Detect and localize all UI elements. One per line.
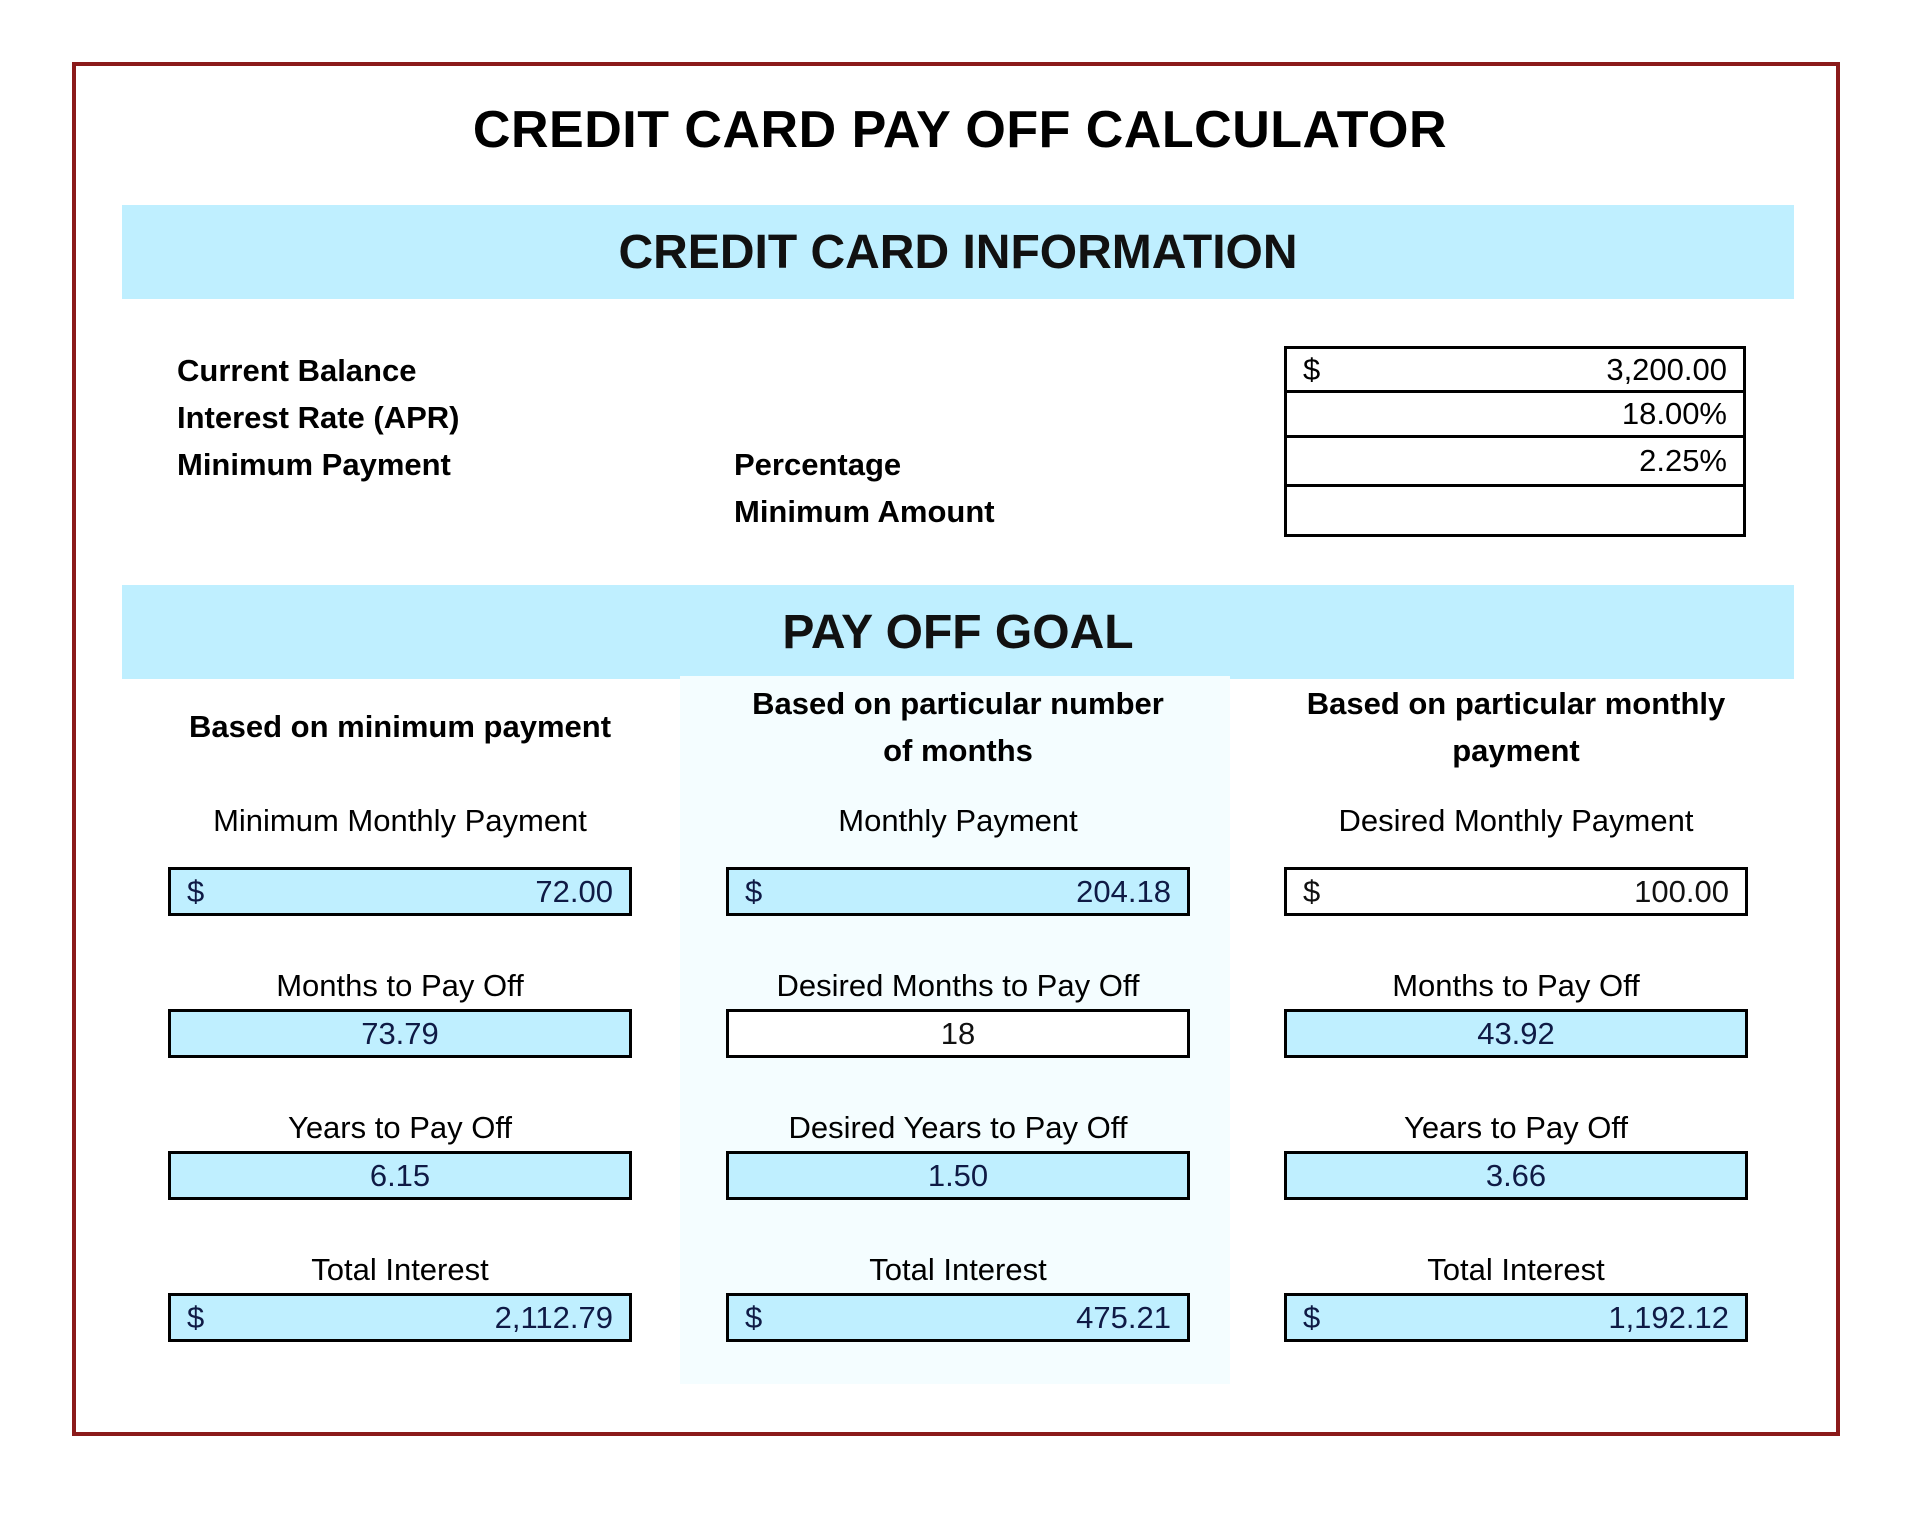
col2-years-label: Desired Years to Pay Off [788, 1110, 1128, 1145]
col3-months-field [1284, 1009, 1748, 1058]
currency-symbol: $ [187, 1299, 205, 1335]
col1-interest-label: Total Interest [311, 1252, 489, 1287]
col2-years-value: 1.50 [927, 1157, 989, 1193]
col3-interest-field [1284, 1293, 1748, 1342]
col2-payment-label: Monthly Payment [838, 803, 1078, 838]
col3-heading-line1: Based on particular monthly [1306, 686, 1726, 721]
col1-interest-value: 2,112.79 [494, 1299, 613, 1335]
info-section-heading: CREDIT CARD INFORMATION [122, 205, 1794, 299]
col2-months-value: 18 [940, 1015, 976, 1051]
col3-months-label: Months to Pay Off [1392, 968, 1640, 1003]
col1-payment-label: Minimum Monthly Payment [213, 803, 587, 838]
col3-payment-input[interactable] [1284, 867, 1748, 916]
col1-interest-field [168, 1293, 632, 1342]
current-balance-input[interactable] [1284, 346, 1746, 393]
page-title: CREDIT CARD PAY OFF CALCULATOR [472, 101, 1448, 159]
interest-rate-input[interactable] [1284, 392, 1746, 438]
col3-interest-label: Total Interest [1427, 1252, 1605, 1287]
col3-interest-value: 1,192.12 [1608, 1299, 1729, 1335]
col3-heading-line2: payment [1452, 733, 1580, 768]
col1-years-label: Years to Pay Off [287, 1110, 513, 1145]
col1-payment-field [168, 867, 632, 916]
col2-interest-field [726, 1293, 1190, 1342]
col2-heading-line2: of months [883, 733, 1033, 768]
interest-rate-value: 18.00% [1621, 395, 1727, 431]
minimum-amount-label: Minimum Amount [734, 494, 995, 529]
col2-payment-field [726, 867, 1190, 916]
current-balance-label: Current Balance [177, 353, 417, 388]
col3-payment-label: Desired Monthly Payment [1338, 803, 1694, 838]
col3-years-label: Years to Pay Off [1403, 1110, 1629, 1145]
currency-symbol: $ [1303, 1299, 1321, 1335]
col2-months-label: Desired Months to Pay Off [776, 968, 1140, 1003]
col2-months-input[interactable] [726, 1009, 1190, 1058]
interest-rate-label: Interest Rate (APR) [177, 400, 460, 435]
col1-months-value: 73.79 [361, 1015, 439, 1051]
col1-years-field [168, 1151, 632, 1200]
percentage-value: 2.25% [1639, 443, 1727, 478]
col3-years-field [1284, 1151, 1748, 1200]
currency-symbol: $ [187, 873, 205, 909]
current-balance-value: 3,200.00 [1606, 351, 1727, 387]
percentage-input[interactable] [1284, 438, 1746, 487]
col1-months-label: Months to Pay Off [276, 968, 524, 1003]
minimum-payment-label: Minimum Payment [177, 447, 451, 482]
col3-payment-value: 100.00 [1634, 873, 1729, 909]
col2-payment-value: 204.18 [1076, 873, 1171, 909]
currency-symbol: $ [1303, 351, 1321, 387]
currency-symbol: $ [745, 873, 763, 909]
minimum-amount-input[interactable] [1284, 487, 1746, 537]
col2-years-field [726, 1151, 1190, 1200]
col1-payment-value: 72.00 [535, 873, 613, 909]
col3-months-value: 43.92 [1477, 1015, 1555, 1051]
percentage-label: Percentage [734, 447, 902, 482]
col3-years-value: 3.66 [1485, 1157, 1547, 1193]
col1-heading: Based on minimum payment [188, 709, 612, 744]
col1-months-field [168, 1009, 632, 1058]
goal-section-heading: PAY OFF GOAL [122, 585, 1794, 679]
col1-years-value: 6.15 [369, 1157, 431, 1193]
col2-interest-value: 475.21 [1076, 1299, 1171, 1335]
currency-symbol: $ [745, 1299, 763, 1335]
col2-interest-label: Total Interest [869, 1252, 1047, 1287]
currency-symbol: $ [1303, 873, 1321, 909]
col2-heading-line1: Based on particular number [752, 686, 1164, 721]
